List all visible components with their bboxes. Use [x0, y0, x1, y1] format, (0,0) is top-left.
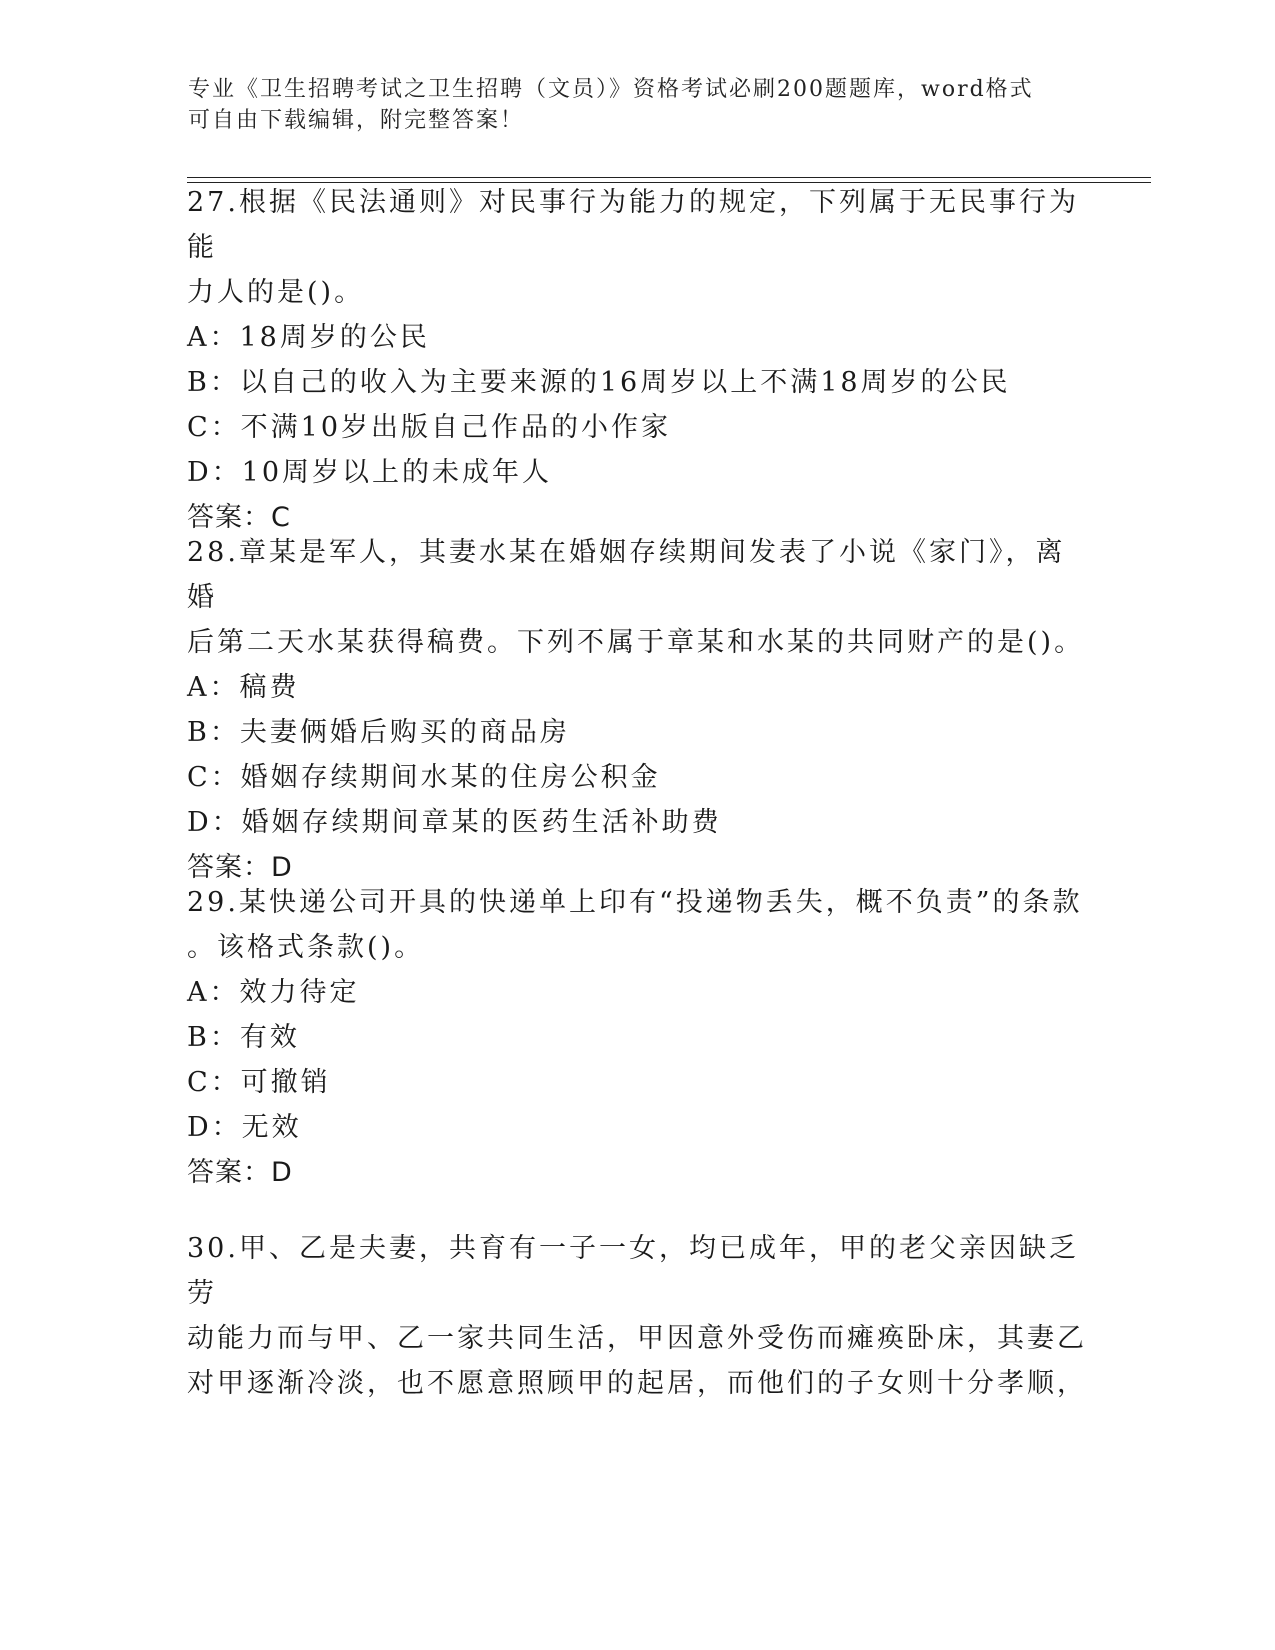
- question-stem-line: 29.某快递公司开具的快递单上印有“投递物丢失，概不负责”的条款: [187, 887, 1083, 918]
- answer-line: 答案：D: [187, 1157, 293, 1188]
- option-a: A：效力待定: [187, 977, 360, 1008]
- question-29: [187, 880, 1087, 1195]
- answer-line: 答案：D: [187, 852, 293, 883]
- question-stem-line: 后第二天水某获得稿费。下列不属于章某和水某的共同财产的是()。: [187, 627, 1085, 658]
- question-stem-line: 。该格式条款()。: [187, 932, 425, 963]
- question-stem-line: 动能力而与甲、乙一家共同生活，甲因意外受伤而瘫痪卧床，其妻乙: [187, 1323, 1087, 1354]
- answer-line: 答案：C: [187, 502, 291, 533]
- question-stem-line: 28.章某是军人，其妻水某在婚姻存续期间发表了小说《家门》，离婚: [187, 537, 1066, 613]
- option-d: D：无效: [187, 1112, 302, 1143]
- option-b: B：以自己的收入为主要来源的16周岁以上不满18周岁的公民: [187, 367, 1011, 398]
- header-divider-top: [187, 177, 1151, 178]
- question-30: [187, 1226, 1087, 1406]
- option-a: A：稿费: [187, 672, 300, 703]
- option-d: D：10周岁以上的未成年人: [187, 457, 553, 488]
- option-c: C：不满10岁出版自己作品的小作家: [187, 412, 672, 443]
- question-27: [187, 180, 1087, 540]
- option-b: B：夫妻俩婚后购买的商品房: [187, 717, 570, 748]
- header-line-2: 可自由下载编辑，附完整答案！: [188, 108, 525, 133]
- question-stem-line: 27.根据《民法通则》对民事行为能力的规定，下列属于无民事行为能: [187, 187, 1079, 263]
- option-c: C：婚姻存续期间水某的住房公积金: [187, 762, 661, 793]
- document-header: [188, 74, 1068, 136]
- option-d: D：婚姻存续期间章某的医药生活补助费: [187, 807, 722, 838]
- option-c: C：可撤销: [187, 1067, 331, 1098]
- option-b: B：有效: [187, 1022, 300, 1053]
- header-line-1: 专业《卫生招聘考试之卫生招聘（文员）》资格考试必刷200题题库，word格式: [188, 77, 1034, 102]
- option-a: A：18周岁的公民: [187, 322, 430, 353]
- question-stem-line: 对甲逐渐冷淡，也不愿意照顾甲的起居，而他们的子女则十分孝顺，: [187, 1368, 1087, 1399]
- question-stem-line: 30.甲、乙是夫妻，共育有一子一女，均已成年，甲的老父亲因缺乏劳: [187, 1233, 1079, 1309]
- question-stem-line: 力人的是()。: [187, 277, 365, 308]
- question-28: [187, 530, 1087, 890]
